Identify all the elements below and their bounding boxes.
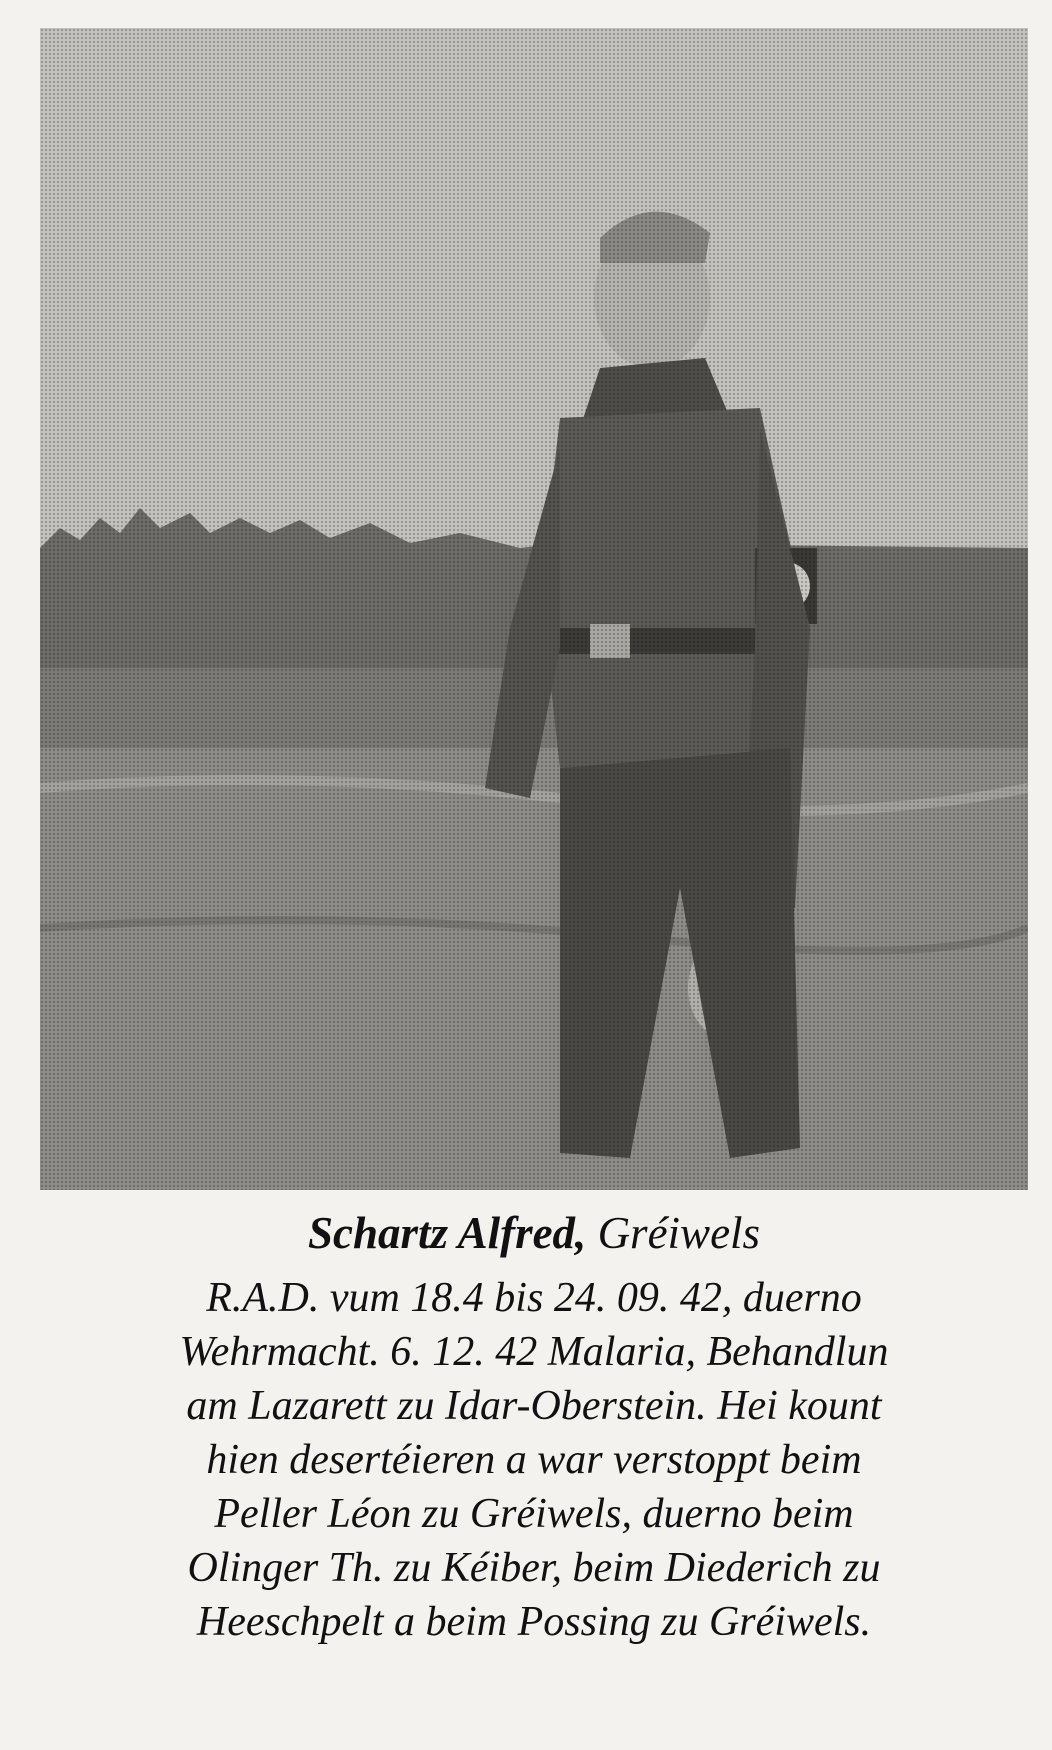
historical-photo [40, 28, 1028, 1190]
caption-heading [40, 1205, 1028, 1261]
caption-line: Olinger Th. zu Kéiber, beim Diederich zu [187, 1545, 881, 1591]
caption-line: R.A.D. vum 18.4 bis 24. 09. 42, duerno [206, 1275, 862, 1321]
photo-caption [40, 1205, 1028, 1649]
caption-line: am Lazarett zu Idar-Oberstein. Hei kount [186, 1383, 882, 1429]
photo-illustration [40, 28, 1028, 1190]
person-place: Gréiwels [597, 1208, 761, 1258]
caption-line: Peller Léon zu Gréiwels, duerno beim [214, 1491, 854, 1537]
caption-line: Heeschpelt a beim Possing zu Gréiwels. [196, 1599, 872, 1645]
person-name: Schartz Alfred, [307, 1208, 587, 1258]
caption-body [40, 1271, 1028, 1649]
photo-halftone [40, 28, 1028, 1190]
caption-line: Wehrmacht. 6. 12. 42 Malaria, Behandlun [179, 1329, 889, 1375]
caption-line: hien desertéieren a war verstoppt beim [206, 1437, 862, 1483]
